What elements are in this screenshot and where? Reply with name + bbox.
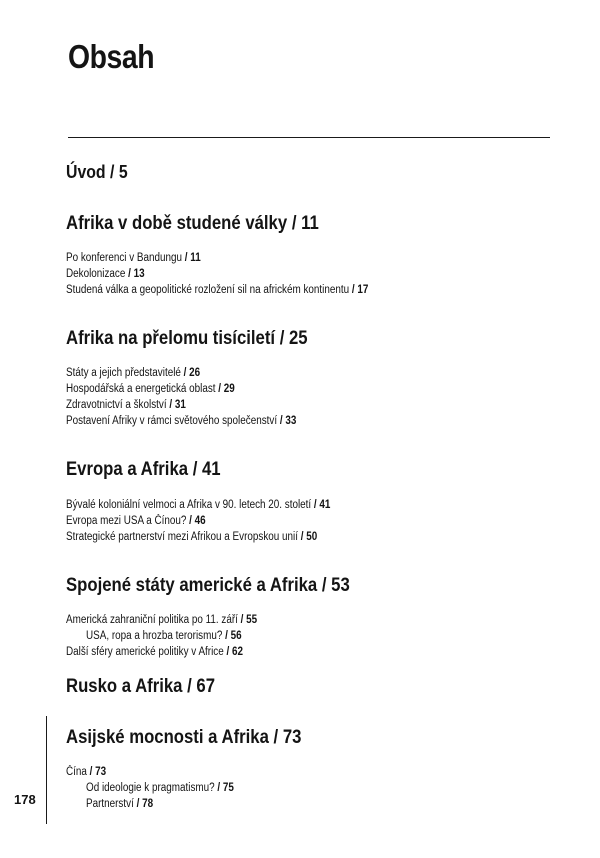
- toc-subentry: USA, ropa a hrozba terorismu? / 56: [86, 630, 242, 642]
- toc-entry: Zdravotnictví a školství / 31: [66, 399, 186, 411]
- toc-entry: Studená válka a geopolitické rozložení sil na africkém kontinentu / 17: [66, 284, 369, 296]
- entry-text: Dekolonizace: [66, 268, 126, 280]
- page-title: Obsah: [68, 38, 155, 75]
- entry-text: Hospodářská a energetická oblast: [66, 383, 216, 395]
- entry-text: Další sféry americké politiky v Africe: [66, 646, 224, 658]
- entry-page: 62: [231, 646, 243, 658]
- toc-section-heading: Afrika v době studené války / 11: [66, 213, 319, 234]
- entry-text: Po konferenci v Bandungu: [66, 252, 183, 264]
- entry-page: 33: [285, 415, 297, 427]
- entry-text: Čína: [66, 766, 87, 778]
- section-page: 25: [289, 328, 308, 349]
- toc-section-heading: Afrika na přelomu tisíciletí / 25: [66, 328, 308, 349]
- toc-entry: Americká zahraniční politika po 11. září / 55: [66, 614, 258, 626]
- section-page: 67: [196, 676, 216, 697]
- entry-page: 78: [142, 798, 154, 810]
- toc-intro-page: 5: [118, 162, 128, 182]
- section-title: Afrika v době studené války: [66, 213, 288, 234]
- toc-entry: Strategické partnerství mezi Afrikou a Evropskou unií / 50: [66, 531, 318, 543]
- section-page: 41: [201, 459, 221, 480]
- toc-entry: Dekolonizace / 13: [66, 268, 145, 280]
- toc-subentry: Od ideologie k pragmatismu? / 75: [86, 782, 234, 794]
- section-title: Spojené státy americké a Afrika: [66, 575, 318, 596]
- toc-entry: Bývalé koloniální velmoci a Afrika v 90. letech 20. století / 41: [66, 499, 331, 511]
- entry-page: 73: [95, 766, 107, 778]
- section-title: Rusko a Afrika: [66, 676, 183, 697]
- entry-text: Studená válka a geopolitické rozložení sil na africkém kontinentu: [66, 284, 350, 296]
- entry-text: Od ideologie k pragmatismu?: [86, 782, 215, 794]
- section-title: Asijské mocnosti a Afrika: [66, 727, 269, 748]
- entry-text: Státy a jejich představitelé: [66, 367, 181, 379]
- entry-page: 55: [246, 614, 258, 626]
- entry-page: 31: [174, 399, 186, 411]
- page-number: 178: [14, 792, 36, 807]
- entry-text: Zdravotnictví a školství: [66, 399, 167, 411]
- entry-page: 26: [189, 367, 201, 379]
- toc-entry: Evropa mezi USA a Čínou? / 46: [66, 515, 206, 527]
- entry-text: Evropa mezi USA a Čínou?: [66, 515, 187, 527]
- toc-entry: Další sféry americké politiky v Africe / 62: [66, 646, 243, 658]
- entry-page: 75: [222, 782, 234, 794]
- entry-text: Americká zahraniční politika po 11. září: [66, 614, 238, 626]
- toc-entry: Státy a jejich představitelé / 26: [66, 367, 201, 379]
- entry-page: 11: [190, 252, 201, 264]
- entry-page: 13: [133, 268, 145, 280]
- section-title: Afrika na přelomu tisíciletí: [66, 328, 276, 349]
- toc-entry: Postavení Afriky v rámci světového společenství / 33: [66, 415, 297, 427]
- toc-section-heading: Rusko a Afrika / 67: [66, 676, 216, 697]
- entry-text: Partnerství: [86, 798, 134, 810]
- toc-intro-label: Úvod: [66, 162, 106, 182]
- entry-page: 29: [223, 383, 235, 395]
- entry-page: 41: [319, 499, 331, 511]
- entry-text: Postavení Afriky v rámci světového společenství: [66, 415, 278, 427]
- section-page: 53: [331, 575, 350, 596]
- section-page: 11: [301, 213, 319, 234]
- toc-section-heading: Asijské mocnosti a Afrika / 73: [66, 727, 302, 748]
- toc-entry: Po konferenci v Bandungu / 11: [66, 252, 201, 264]
- section-page: 73: [282, 727, 302, 748]
- margin-rule: [46, 716, 47, 824]
- toc-section-heading: Evropa a Afrika / 41: [66, 459, 221, 480]
- toc-intro: Úvod / 5: [66, 162, 128, 182]
- toc-subentry: Partnerství / 78: [86, 798, 154, 810]
- entry-page: 50: [306, 531, 318, 543]
- entry-page: 46: [194, 515, 206, 527]
- title-divider: [68, 137, 550, 138]
- toc-entry: Hospodářská a energetická oblast / 29: [66, 383, 235, 395]
- entry-text: USA, ropa a hrozba terorismu?: [86, 630, 223, 642]
- section-title: Evropa a Afrika: [66, 459, 189, 480]
- toc-entry: Čína / 73: [66, 766, 107, 778]
- entry-page: 56: [230, 630, 242, 642]
- entry-text: Bývalé koloniální velmoci a Afrika v 90. letech 20. století: [66, 499, 312, 511]
- toc-section-heading: Spojené státy americké a Afrika / 53: [66, 575, 350, 596]
- entry-page: 17: [357, 284, 369, 296]
- entry-text: Strategické partnerství mezi Afrikou a Evropskou unií: [66, 531, 298, 543]
